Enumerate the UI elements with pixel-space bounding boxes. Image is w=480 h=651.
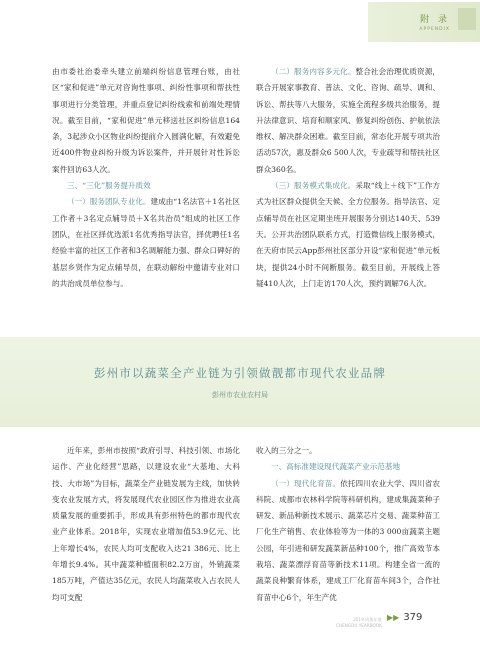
paragraph-lead: （二）服务内容多元化。: [271, 67, 356, 76]
paragraph: 收入的三分之一。: [256, 446, 317, 455]
bottom-right-column: [256, 443, 440, 606]
top-left-column: [52, 64, 240, 292]
header-decor-block: [458, 8, 476, 30]
header-section-title: 附 录: [420, 15, 450, 25]
paragraph: [256, 178, 440, 292]
article-title: 彭州市以蔬菜全产业链为引领做靓都市现代农业品牌: [93, 366, 387, 380]
article-author: 彭州市农业农村局: [212, 391, 268, 399]
arrow-decor-icon: ▶▶: [387, 613, 400, 622]
paragraph-lead: （一）服务团队专业化。: [67, 197, 151, 207]
paragraph: [52, 194, 240, 292]
top-right-column: [256, 64, 440, 292]
paragraph-lead: （一）现代化育苗。: [271, 478, 341, 488]
page-header: [0, 0, 480, 46]
paragraph: 由市委社治委牵头建立前端纠纷信息管理台账，由社区“家和促进”单元对咨询性事项、纠纷性事项和帮扶性事项进行分类管理，并重点登记纠纷线索和前端处理情况。截至目前，“家和促进”单元移送社区纠纷信息164条，3起涉众小区物业纠纷提前介入圆满化解，有效避免近400件物业纠纷升级为诉讼案件，并开展针对性诉讼案件回访63人次。: [52, 67, 240, 174]
section-heading: 一、高标准建设现代蔬菜产业示范基地: [271, 462, 401, 472]
header-section-subtitle: APPENDIX: [419, 27, 450, 32]
page-number: [387, 612, 422, 623]
article-title-band: [0, 337, 480, 427]
paragraph-body: 建成由“1名法官＋1名社区工作者＋3名定点辅导员＋X名共治员”组成的社区工作团队，在社区择优选派1名优秀指导法官，择优聘任1名经验丰富的社区工作者和3名调解能力强、群众口碑好的基层乡贤作为定点辅导员，在联动解纷中邀请专业对口的共治成员单位参与。: [52, 197, 241, 288]
paragraph: [256, 64, 440, 178]
paragraph: [256, 476, 440, 606]
paragraph: 近年来，彭州市按照“政府引导、科技引领、市场化运作、产业化经营”思路，以建设农业“大基地、大科技、大市场”为目标，蔬菜全产业链发展为主线，加快转变农业发展方式，将发展现代农业园区作为推进农业高质量发展的重要抓手，形成具有彭州特色的都市现代农业产业体系。2018年，实现农业增加值53.9亿元、比上年增长4%，农民人均可支配收入达21 386元、比上年增长9.4%。其中蔬菜种植面积82.2万亩，外销蔬菜185万吨，产值达35亿元，农民人均蔬菜收入占农民人均可支配: [52, 446, 240, 602]
paragraph-body: 整合社会治理优质资源，联合开展家事教育、普法、文化、咨询、疏导、调和、诉讼、帮扶等八大服务，实施全流程多级共治服务，提升法律意识、培育和顺家风、修复纠纷创伤、护航依法维权、解决群众困难。截至目前，常态化开展专项共治活动57次，惠及群众6 500人次，专业疏导和帮扶社区群众360名。: [256, 67, 440, 174]
paragraph-body: 采取“线上＋线下”工作方式为社区群众提供全天候、全方位服务。指导法官、定点辅导员在社区定期坐班开展服务分别达140天、539天。公开共治团队联系方式，打造微信线上服务模式，在天府市民云App彭州社区部分开设“家和促进”单元板块，提供24小时不间断服务。截至目前，开展线上答疑410人次，上门走访170人次，预约调解76人次。: [256, 181, 441, 288]
section-heading: 三、“三化”服务提升质效: [67, 181, 151, 191]
page-number-value: 379: [403, 612, 423, 623]
yearbook-watermark: [336, 617, 382, 629]
paragraph-body: 依托四川农业大学、四川省农科院、成都市农林科学院等科研机构，建成集蔬菜种子研发、新品种新技术展示、蔬菜芯片交易、蔬菜种苗工厂化生产销售、农业体验等为一体的3 000亩蔬菜主题公园，年引进和研发蔬菜新品种100个，推广高效节本栽培、蔬菜漂浮育苗等新技术11项。构建全省一流的蔬菜良种繁育体系，建成工厂化育苗车间3个，合作社育苗中心6个，年生产优: [256, 478, 441, 602]
paragraph-lead: （三）服务模式集成化。: [271, 181, 356, 191]
bottom-left-column: [52, 443, 240, 606]
watermark-line: 2019 成都年鉴: [353, 617, 382, 622]
watermark-line: CHENGDU YEARBOOK: [336, 623, 382, 628]
